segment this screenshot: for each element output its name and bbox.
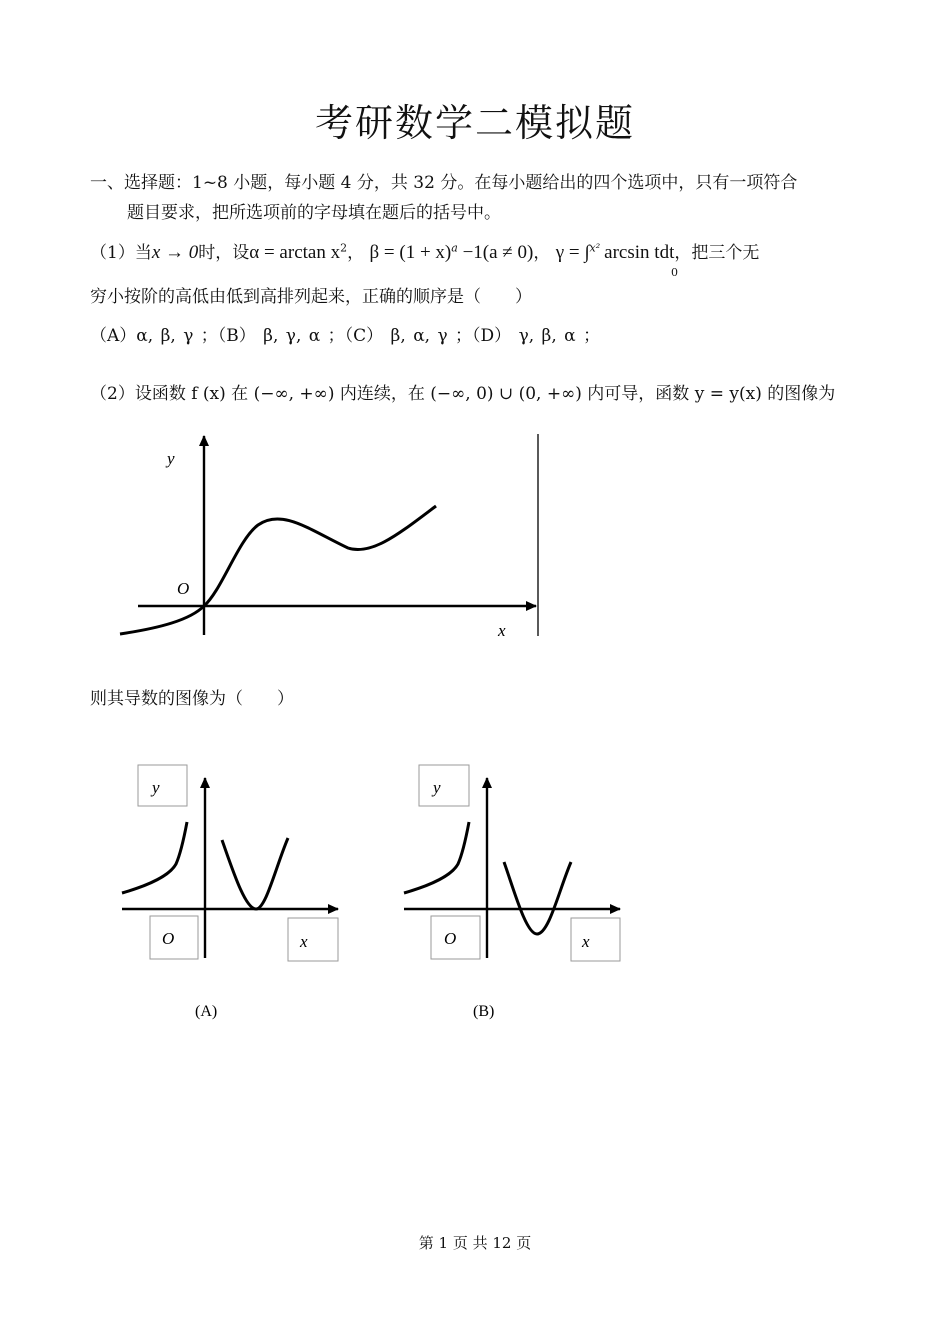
graph-main-x-label: x xyxy=(498,621,506,640)
q1-prefix: （1）当 xyxy=(90,243,152,263)
graph-b-x-label: x xyxy=(582,932,590,951)
q1-line2: 穷小按阶的高低由低到高排列起来，正确的顺序是（ ） xyxy=(90,287,532,307)
graph-a xyxy=(122,765,338,1020)
graph-a-origin-label: O xyxy=(162,929,175,948)
q1-shi: 时，设 xyxy=(198,243,250,263)
graph-a-left-branch xyxy=(122,822,187,893)
q1-beta-exponent: a xyxy=(451,241,458,255)
q1-gamma: γ = ∫ xyxy=(555,242,590,263)
q1-sep1: ， xyxy=(347,243,365,263)
q1-beta: β = (1 + x) xyxy=(369,242,452,263)
graph-a-y-label-box xyxy=(138,765,187,806)
graph-b-x-label-box xyxy=(571,918,620,961)
page-title: 考研数学二模拟题 xyxy=(314,101,635,145)
graph-main-curve xyxy=(120,506,436,634)
graph-b-caption: (B) xyxy=(473,1003,495,1020)
q1-alpha-exponent: 2 xyxy=(340,241,348,255)
q1-gamma-upper: x² xyxy=(589,241,601,255)
page-footer: 第 1 页 共 12 页 xyxy=(418,1234,532,1252)
graph-main-origin-label: O xyxy=(177,579,190,598)
q1-sep2: ， xyxy=(533,243,551,263)
q1-gamma-lower-limit: 0 xyxy=(671,266,678,279)
graph-a-caption: (A) xyxy=(195,1003,218,1020)
section-instructions-line1: 一、选择题：1~8 小题，每小题 4 分，共 32 分。在每小题给出的四个选项中，只有一项符合 xyxy=(90,173,798,193)
q1-condition: x → 0 xyxy=(151,242,199,263)
question-2: （2）设函数 f (x) 在 (−∞, +∞) 内连续，在 (−∞, 0) ∪ (0, +∞) 内可导，函数 y = y(x) 的图像为 xyxy=(90,384,836,404)
q1-options: （A）α, β, γ ；（B） β, γ, α ；（C） β, α, γ ；（D） γ, β, α ； xyxy=(90,326,601,346)
graph-b-right-branch xyxy=(504,862,571,934)
graph-main-y-label: y xyxy=(167,449,175,468)
q1-suffix: ，把三个无 xyxy=(674,243,760,263)
q2-derivative-prompt: 则其导数的图像为（ ） xyxy=(90,689,294,709)
graph-b xyxy=(404,765,620,1020)
graph-main xyxy=(120,434,538,640)
q1-alpha: α = arctan x xyxy=(249,242,341,263)
graph-b-y-label-box xyxy=(419,765,469,806)
graph-b-origin-label: O xyxy=(444,929,457,948)
q1-beta-rest: −1(a ≠ 0) xyxy=(457,242,534,263)
graph-a-x-label: x xyxy=(300,932,308,951)
graph-a-x-label-box xyxy=(288,918,338,961)
q1-gamma-integrand: arcsin tdt xyxy=(604,242,675,263)
graph-b-y-label: y xyxy=(433,778,441,797)
graph-a-right-branch xyxy=(222,838,288,909)
graph-a-y-label: y xyxy=(152,778,160,797)
section-instructions-line2: 题目要求，把所选项前的字母填在题后的括号中。 xyxy=(127,203,501,223)
graph-b-left-branch xyxy=(404,822,469,893)
